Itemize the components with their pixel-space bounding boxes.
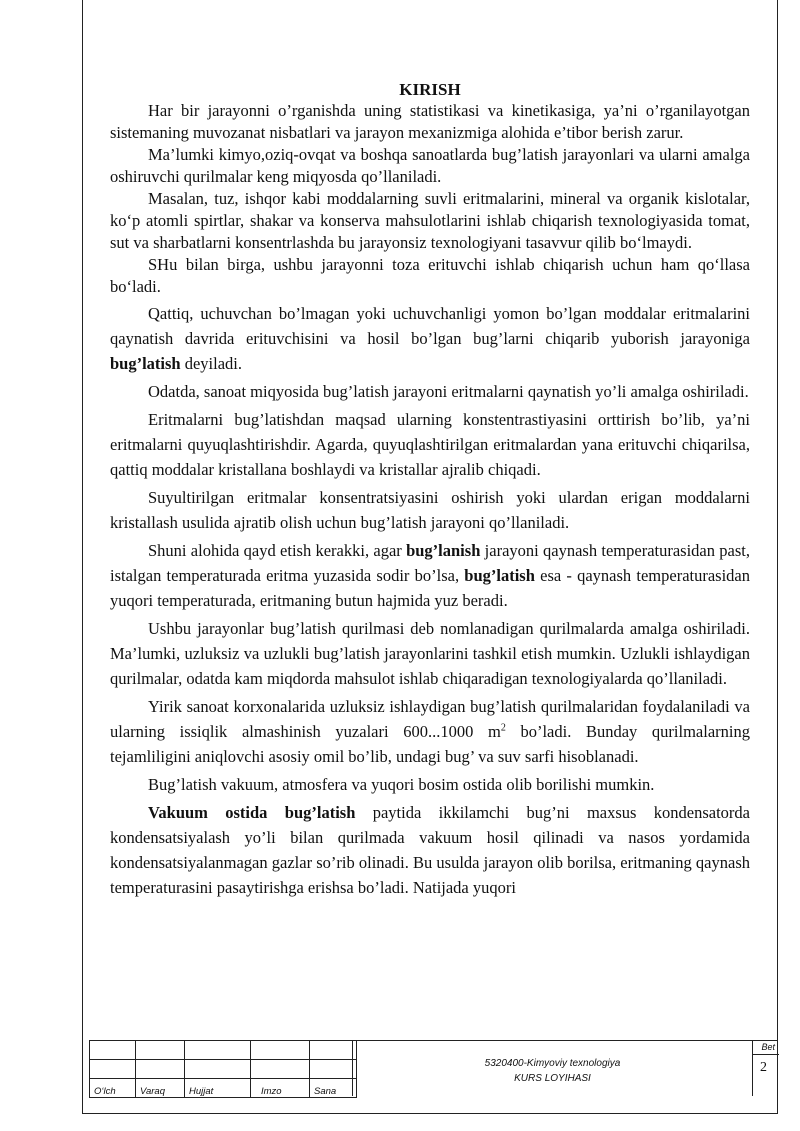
page-title: KIRISH — [399, 80, 461, 99]
superscript: 2 — [500, 722, 506, 734]
paragraph: Suyultirilgan eritmalar konsentratsiyasini oshirish yoki ulardan erigan moddalarni kristallash usulida ajratib olish uchun bug’latish jarayoni qo’llaniladi. — [110, 488, 750, 532]
page-label: Bet — [761, 1042, 775, 1052]
designation-code: 5320400-Kimyoviy texnologiya — [484, 1058, 621, 1069]
bold-term: bug’latish — [464, 566, 535, 585]
text-run: esa - qaynash temperaturasidan yuqori temperaturada, eritmaning butun hajmida yuz beradi. — [110, 566, 751, 610]
text-run: jarayoni qaynash temperaturasidan past, istalgan temperaturada eritma yuzasida sodir bo’lsa, — [110, 541, 750, 585]
paragraph: Masalan, tuz, ishqor kabi moddalarning suvli eritmalarini, mineral va organik kislotalar, ko‘p atomli spirtlar, shakar va konserva mahsulotlarini ishlab chiqarish texnologiyasida tomat, sut va sharbatlarni konsentrlashda bu jarayonsiz texnologiyani tasavvur qilib bo‘lmaydi. — [110, 189, 750, 252]
stamp-grid — [89, 1040, 357, 1098]
bold-term: bug’latish — [110, 354, 181, 373]
page-number-box — [752, 1040, 778, 1096]
text-run: Shuni alohida qayd etish kerakki, agar — [148, 541, 407, 560]
paragraph — [110, 301, 750, 376]
paragraph — [110, 800, 750, 900]
paragraph: Ma’lumki kimyo,oziq-ovqat va boshqa sanoatlarda bug’latish jarayonlari va ularni amalga oshiruvchi qurilmalar keng miqyosda qo’llaniladi. — [110, 145, 750, 186]
stamp-label-olch: O‘lch — [90, 1079, 136, 1098]
page-number: 2 — [760, 1060, 767, 1075]
paragraph — [110, 538, 750, 613]
paragraph — [110, 694, 750, 769]
text-run: paytida ikkilamchi bug’ni maxsus kondensatorda kondensatsiyalash yo’li bilan qurilmada vakuum hosil qilinadi va nasos yordamida kondensatsiyalanmagan gazlar so’rib olinadi. Bu usulda jarayon olib borilsa, eritmaning qaynash temperaturasini pasaytirishga erishsa bo’ladi. Natijada yuqori — [110, 803, 750, 897]
text-run: deyiladi. — [180, 354, 243, 373]
document-body — [110, 100, 750, 900]
divider — [753, 1054, 779, 1055]
document-designation — [352, 1040, 752, 1096]
stamp-label-hujjat: Hujjat — [185, 1079, 251, 1098]
bold-term: Vakuum ostida bug’latish — [148, 803, 356, 822]
stamp-label-sana: Sana — [310, 1079, 357, 1098]
paragraph: Bug’latish vakuum, atmosfera va yuqori bosim ostida olib borilishi mumkin. — [148, 775, 655, 794]
text-run: bo’ladi. Bunday qurilmalarning tejamliligini aniqlovchi asosiy omil bo’lib, undagi bug’ va suv sarfi hisoblanadi. — [110, 722, 750, 766]
text-run: Yirik sanoat korxonalarida uzluksiz ishlaydigan bug’latish qurilmalaridan foydalaniladi va ularning issiqlik almashinish yuzalari 600...1000 m — [110, 697, 750, 741]
title-block-stamp — [82, 1040, 778, 1096]
paragraph: Odatda, sanoat miqyosida bug’latish jarayoni eritmalarni qaynatish yo’li amalga oshiriladi. — [148, 382, 749, 401]
text-run: Qattiq, uchuvchan bo’lmagan yoki uchuvchanligi yomon bo’lgan moddalar eritmalarini qaynatish davrida erituvchisini va hosil bo’lgan bug’larni chiqarib yuborish jarayoniga — [110, 304, 750, 348]
paragraph: Har bir jarayonni o’rganishda uning statistikasi va kinetikasiga, ya’ni o’rganilayotgan sistemaning muvozanat nisbatlari va jarayon mexanizmiga alohida e’tibor berish zarur. — [110, 101, 750, 142]
stamp-label-imzo: Imzo — [251, 1079, 310, 1098]
bold-term: bug’lanish — [406, 541, 481, 560]
paragraph: Eritmalarni bug’latishdan maqsad ularning konstentrastiyasini orttirish bo’lib, ya’ni eritmalarni quyuqlashtirishdir. Agarda, quyuqlashtirilgan eritmalardan yana erituvchi chiqarilsa, qattiq moddalar kristallana boshlaydi va kristallar ajralib chiqadi. — [110, 410, 750, 479]
paragraph: SHu bilan birga, ushbu jarayonni toza erituvchi ishlab chiqarish uchun ham qo‘llasa bo‘ladi. — [110, 255, 750, 296]
paragraph: Ushbu jarayonlar bug’latish qurilmasi deb nomlanadigan qurilmalarda amalga oshiriladi. Ma’lumki, uzluksiz va uzlukli bug’latish jarayonlarini tashkil etish mumkin. Uzlukli ishlaydigan qurilmalar, odatda kam miqdorda mahsulot ishlab chiqaradigan texnologiyalarda qo’llaniladi. — [110, 619, 750, 688]
stamp-label-varaq: Varaq — [136, 1079, 185, 1098]
designation-title: KURS LOYIHASI — [514, 1073, 591, 1084]
